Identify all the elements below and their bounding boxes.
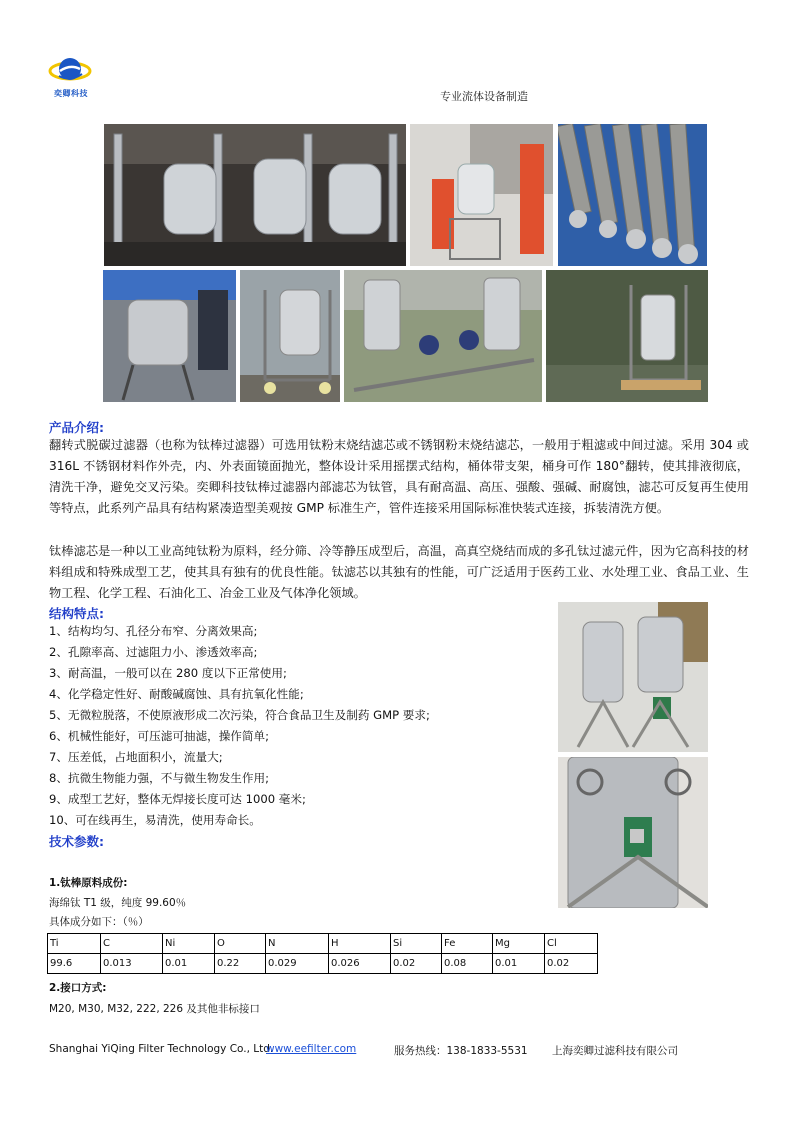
features-heading: 结构特点: — [49, 606, 104, 621]
table-header-cell: H — [329, 934, 391, 954]
table-cell: 0.08 — [442, 954, 493, 974]
photo-red-bag-filter — [410, 124, 553, 266]
photo-tilting-pivot-closeup — [558, 757, 708, 908]
photo-stainless-filter-housings — [104, 124, 406, 266]
intro-heading: 产品介绍: — [49, 420, 104, 435]
features-item: 7、压差低，占地面积小，流量大; — [49, 750, 223, 764]
specs-heading: 技术参数: — [49, 834, 104, 849]
table-header-cell: O — [215, 934, 266, 954]
features-item: 3、耐高温，一般可以在 280 度以下正常使用; — [49, 666, 287, 680]
table-header-cell: Si — [391, 934, 442, 954]
spec-section-1-title: 1.钛棒原料成份: — [49, 877, 128, 889]
photo-filters-with-pumps — [344, 270, 542, 402]
features-item: 4、化学稳定性好、耐酸碱腐蚀、具有抗氧化性能; — [49, 687, 304, 701]
table-cell: 0.013 — [101, 954, 163, 974]
features-item: 2、孔隙率高、过滤阻力小、渗透效率高; — [49, 645, 258, 659]
features-item: 1、结构均匀、孔径分布窄、分离效果高; — [49, 624, 258, 638]
features-item: 6、机械性能好，可压滤可抽滤，操作简单; — [49, 729, 269, 743]
features-item: 9、成型工艺好，整体无焊接长度可达 1000 毫米; — [49, 792, 306, 806]
intro-paragraph-1: 翻转式脱碳过滤器（也称为钛棒过滤器）可选用钛粉末烧结滤芯或不锈钢粉末烧结滤芯，一般用于粗滤或中间过滤。采用 304 或 316L 不锈钢材料作外壳，内、外表面镜面抛光，整体设计采用摇摆式结构，桶体带支架，桶身可作 180°翻转，使其排液彻底，清洗干净，避免交叉污染。奕卿科技钛棒过滤器内部滤芯为钛管，具有耐高温、高压、强酸、强碱、耐腐蚀，滤芯可反复再生使用等特点，此系列产品具有结构紧凑造型美观按 GMP 标准生产，管件连接采用国际标准快装式连接，拆装清洗方便。 — [49, 438, 749, 515]
table-cell: 0.02 — [391, 954, 442, 974]
table-cell: 0.029 — [266, 954, 329, 974]
footer-website-link[interactable]: www.eefilter.com — [266, 1043, 357, 1055]
features-item: 10、可在线再生，易清洗，使用寿命长。 — [49, 813, 261, 827]
composition-table — [47, 933, 598, 974]
header-tagline: 专业流体设备制造 — [440, 90, 528, 103]
photo-tilting-filters-side — [558, 602, 708, 752]
photo-tilting-filter-workshop — [103, 270, 236, 402]
composition-label: 具体成分如下：（％） — [49, 916, 149, 928]
table-row — [48, 954, 598, 974]
table-header-cell: Ti — [48, 934, 101, 954]
table-cell: 0.01 — [493, 954, 545, 974]
interface-line: M20, M30, M32, 222, 226 及其他非标接口 — [49, 1003, 260, 1015]
spec-section-2-title: 2.接口方式: — [49, 982, 107, 994]
table-header-cell: Cl — [545, 934, 598, 954]
table-header-cell: C — [101, 934, 163, 954]
table-cell: 0.01 — [163, 954, 215, 974]
intro-paragraph-2: 钛棒滤芯是一种以工业高纯钛粉为原料，经分筛、冷等静压成型后，高温，高真空烧结而成的多孔钛过滤元件，因为它高科技的材料组成和特殊成型工艺，使其具有独有的优良性能。钛滤芯以其独有的性能，可广泛适用于医药工业、水处理工业、食品工业、生物工程、化学工程、石油化工、冶金工业及气体净化领域。 — [49, 544, 749, 600]
footer-company-cn: 上海奕卿过滤科技有限公司 — [552, 1045, 678, 1057]
features-item: 5、无微粒脱落，不使原液形成二次污染，符合食品卫生及制药 GMP 要求; — [49, 708, 430, 722]
table-header-cell: Ni — [163, 934, 215, 954]
table-cell: 0.026 — [329, 954, 391, 974]
photo-filter-on-frame — [240, 270, 340, 402]
photo-titanium-rods — [558, 124, 707, 266]
table-header-row — [48, 934, 598, 954]
footer-hotline: 服务热线：138-1833-5531 — [394, 1045, 528, 1057]
table-cell: 0.02 — [545, 954, 598, 974]
table-header-cell: N — [266, 934, 329, 954]
table-cell: 0.22 — [215, 954, 266, 974]
logo-text: 奕卿科技 — [54, 89, 88, 98]
material-line: 海绵钛 T1 级，纯度 99.60％ — [49, 897, 187, 909]
table-header-cell: Fe — [442, 934, 493, 954]
table-header-cell: Mg — [493, 934, 545, 954]
photo-filter-on-pallet — [546, 270, 708, 402]
table-cell: 99.6 — [48, 954, 101, 974]
footer-company-en: Shanghai YiQing Filter Technology Co., Ltd. — [49, 1043, 274, 1055]
features-item: 8、抗微生物能力强，不与微生物发生作用; — [49, 771, 269, 785]
